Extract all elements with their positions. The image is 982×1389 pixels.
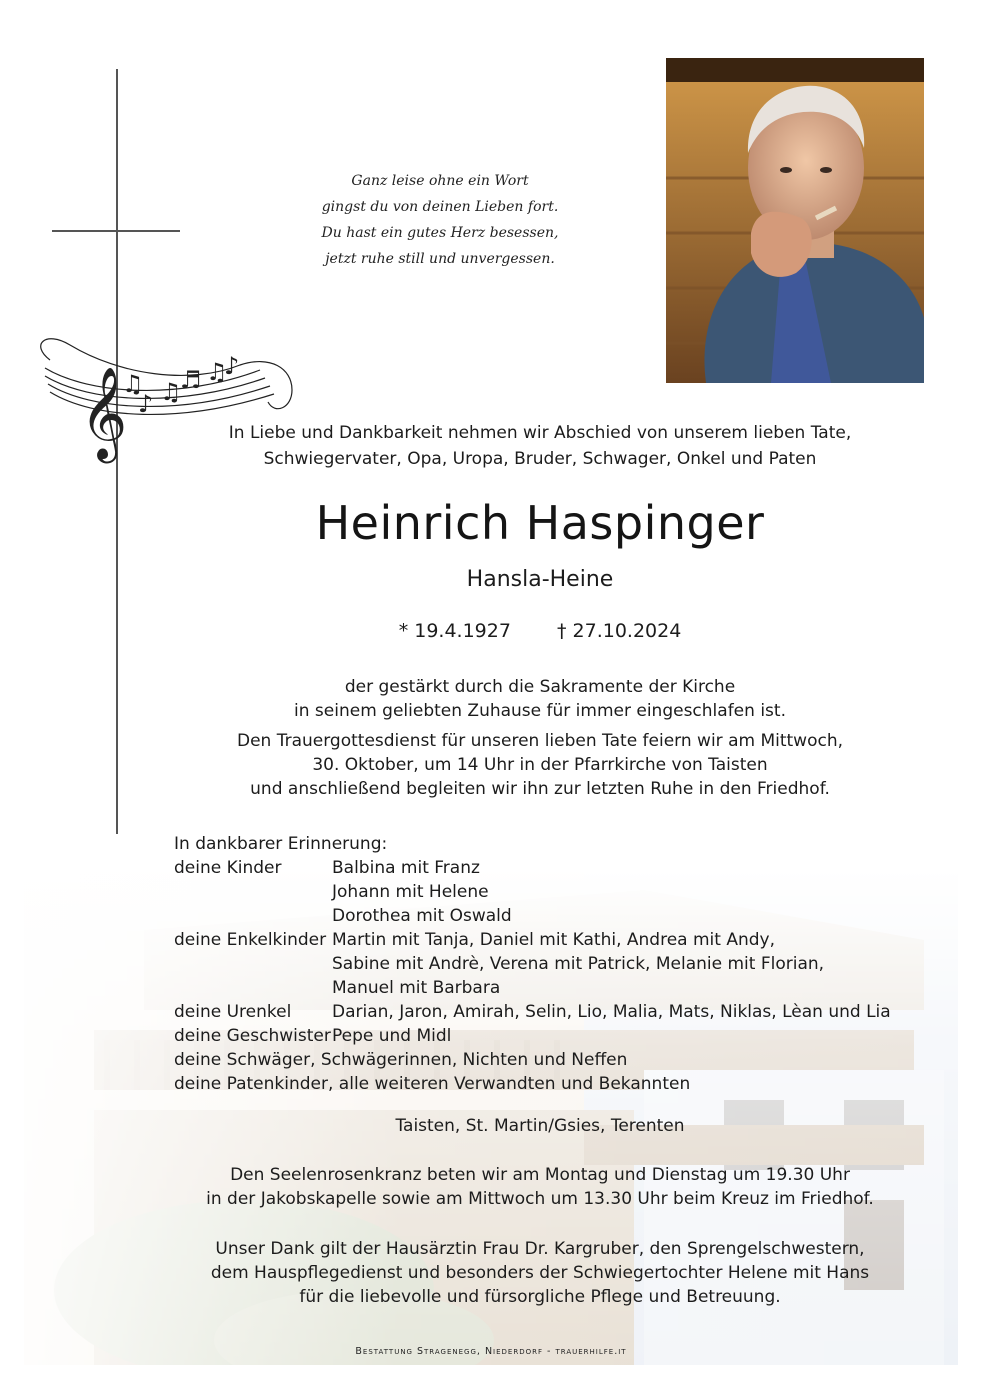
family-row-value: Sabine mit Andrè, Verena mit Patrick, Melanie mit Florian,: [332, 954, 825, 974]
intro-line: Schwiegervater, Opa, Uropa, Bruder, Schwager, Onkel und Paten: [263, 449, 817, 469]
passing-line: der gestärkt durch die Sakramente der Kirche: [344, 677, 736, 697]
family-list: [174, 832, 891, 1096]
family-row-label: [174, 952, 332, 976]
svg-text:♪: ♪: [138, 390, 154, 418]
poem-line: Ganz leise ohne ein Wort: [351, 173, 529, 189]
family-heading: In dankbarer Erinnerung:: [174, 834, 388, 854]
family-row: [174, 952, 891, 976]
rosary-line: Den Seelenrosenkranz beten wir am Montag und Dienstag um 19.30 Uhr: [230, 1165, 850, 1185]
intro-line: In Liebe und Dankbarkeit nehmen wir Abschied von unserem lieben Tate,: [228, 423, 852, 443]
family-row-value: Johann mit Helene: [332, 882, 489, 902]
family-row: [174, 904, 891, 928]
svg-text:♫: ♫: [122, 370, 144, 398]
poem-line: jetzt ruhe still und unvergessen.: [325, 251, 555, 267]
funeral-line: 30. Oktober, um 14 Uhr in der Pfarrkirche von Taisten: [312, 755, 768, 775]
places: Taisten, St. Martin/Gsies, Terenten: [395, 1116, 685, 1136]
family-row-label: deine Kinder: [174, 858, 282, 878]
family-row: [174, 1024, 891, 1048]
family-row-value: Pepe und Midl: [332, 1026, 452, 1046]
svg-text:♬: ♬: [180, 366, 202, 394]
svg-text:♫: ♫: [206, 358, 228, 386]
svg-text:𝄞: 𝄞: [80, 366, 128, 459]
rosary-line: in der Jakobskapelle sowie am Mittwoch um 13.30 Uhr beim Kreuz im Friedhof.: [206, 1189, 874, 1209]
svg-text:♫: ♫: [160, 378, 182, 406]
funeral-home-footer: Bestattung Stragenegg, Niederdorf - trauerhilfe.it: [355, 1346, 627, 1357]
family-row-value: Martin mit Tanja, Daniel mit Kathi, Andrea mit Andy,: [332, 930, 775, 950]
family-row: [174, 856, 891, 880]
poem: [300, 168, 580, 272]
passing-line: in seinem geliebten Zuhause für immer eingeschlafen ist.: [294, 701, 786, 721]
deceased-nickname: Hansla-Heine: [466, 567, 614, 592]
family-row-value: Manuel mit Barbara: [332, 978, 501, 998]
family-line: deine Patenkinder, alle weiteren Verwandten und Bekannten: [174, 1074, 691, 1094]
funeral-line: Den Trauergottesdienst für unseren lieben Tate feiern wir am Mittwoch,: [236, 731, 844, 751]
family-row-label: deine Urenkel: [174, 1002, 292, 1022]
portrait-photo: [666, 58, 924, 383]
family-row-value: Darian, Jaron, Amirah, Selin, Lio, Malia, Mats, Niklas, Lèan und Lia: [332, 1002, 891, 1022]
poem-line: Du hast ein gutes Herz besessen,: [321, 225, 559, 241]
family-row-label: [174, 880, 332, 904]
family-row-label: [174, 976, 332, 1000]
svg-text:♪: ♪: [224, 352, 240, 380]
intro-text: [150, 420, 930, 472]
family-row: [174, 1000, 891, 1024]
family-row-label: deine Enkelkinder: [174, 930, 327, 950]
rosary-text: [150, 1163, 930, 1211]
passing-text: [150, 675, 930, 723]
family-row-value: Dorothea mit Oswald: [332, 906, 512, 926]
family-row-label: deine Geschwister: [174, 1026, 331, 1046]
family-row: [174, 880, 891, 904]
funeral-service-text: [150, 729, 930, 801]
death-date: † 27.10.2024: [556, 620, 682, 642]
family-row: [174, 976, 891, 1000]
family-row: [174, 928, 891, 952]
funeral-line: und anschließend begleiten wir ihn zur letzten Ruhe in den Friedhof.: [250, 779, 830, 799]
life-dates: [150, 620, 930, 642]
family-line: deine Schwäger, Schwägerinnen, Nichten und Neffen: [174, 1050, 628, 1070]
cross-horizontal-bar: [52, 230, 180, 232]
thanks-text: [150, 1237, 930, 1309]
family-row-label: [174, 904, 332, 928]
deceased-name: Heinrich Haspinger: [315, 496, 765, 550]
thanks-line: für die liebevolle und fürsorgliche Pflege und Betreuung.: [299, 1287, 781, 1307]
poem-line: gingst du von deinen Lieben fort.: [321, 199, 559, 215]
birth-date: * 19.4.1927: [398, 620, 511, 642]
family-row-value: Balbina mit Franz: [332, 858, 480, 878]
thanks-line: Unser Dank gilt der Hausärztin Frau Dr. Kargruber, den Sprengelschwestern,: [215, 1239, 865, 1259]
thanks-line: dem Hauspflegedienst und besonders der Schwiegertochter Helene mit Hans: [210, 1263, 870, 1283]
